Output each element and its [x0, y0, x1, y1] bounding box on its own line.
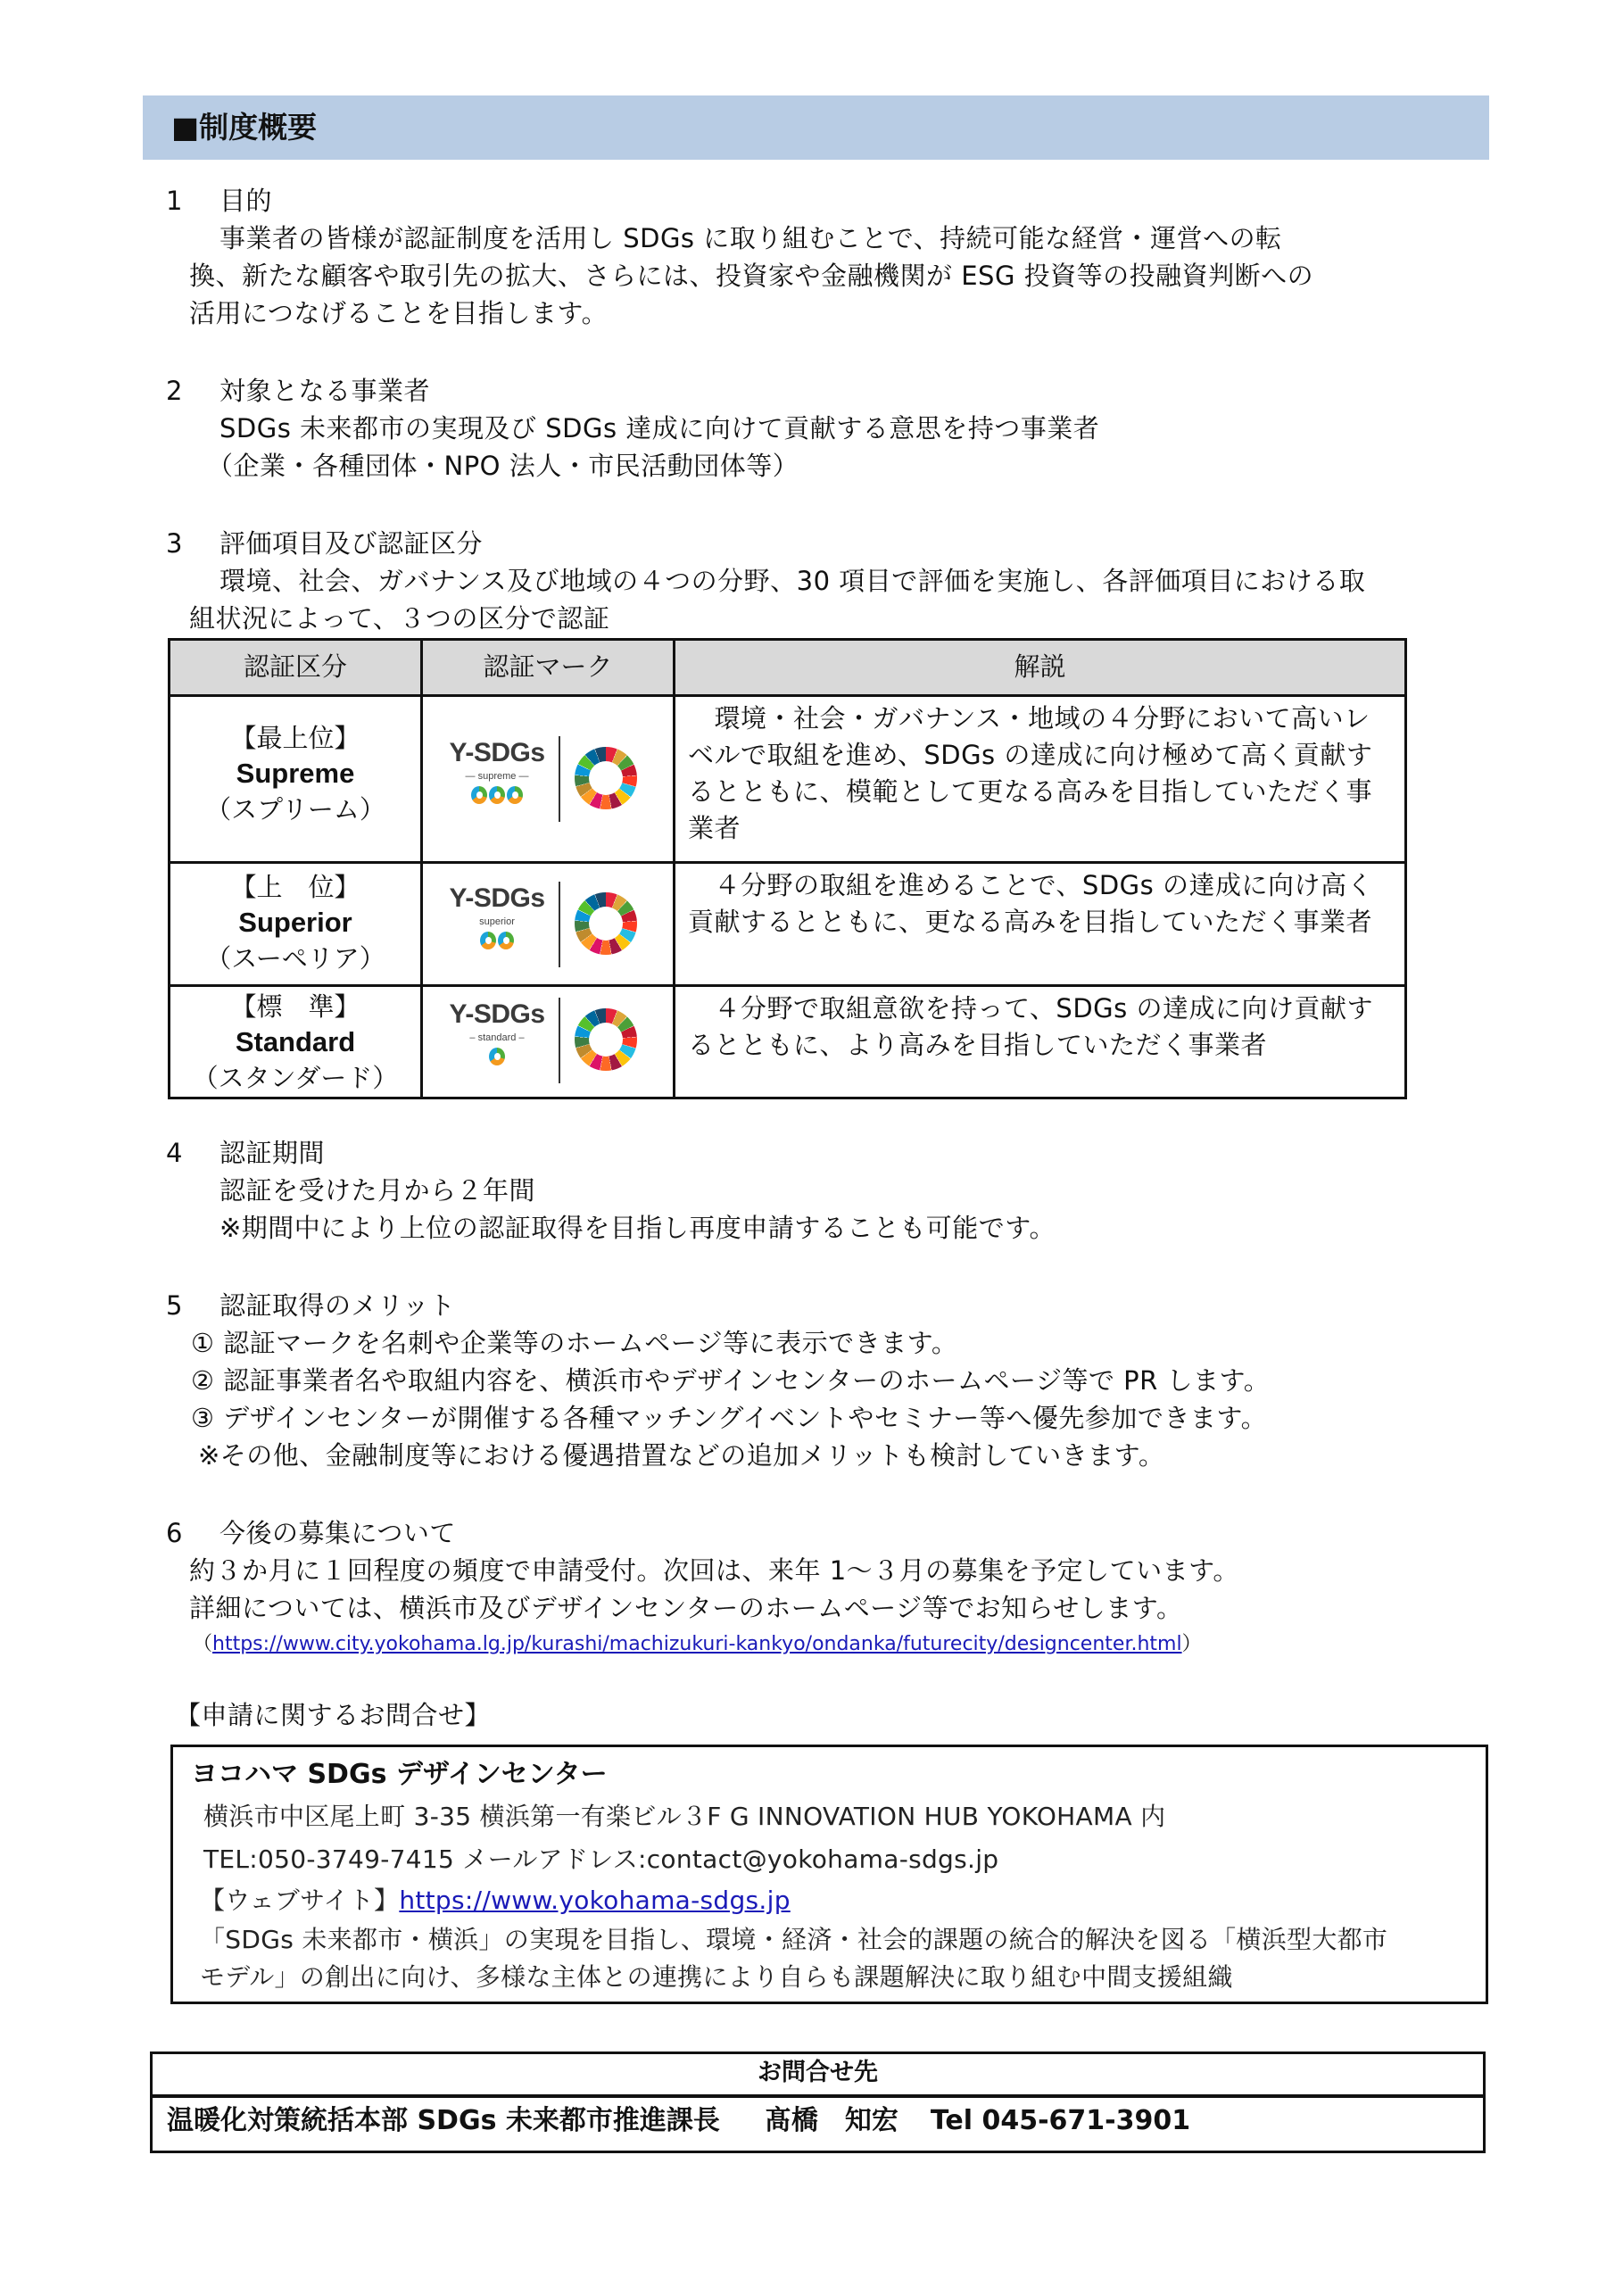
section-3-line: 環境、社会、ガバナンス及び地域の４つの分野、30 項目で評価を実施し、各評価項目における取 — [219, 566, 1366, 596]
grade-name-kana: （スプリーム） — [205, 794, 385, 825]
section-6-line: 詳細については、横浜市及びデザインセンターのホームページ等でお知らせします。 — [189, 1593, 1183, 1623]
grade-rank: 【最上位】 — [230, 723, 360, 753]
grade-name-kana: （スタンダード） — [192, 1063, 399, 1093]
section-4-number: 4 — [166, 1138, 183, 1168]
drop-icon — [480, 932, 496, 949]
logo-divider — [559, 736, 560, 822]
inquiry-footer-box — [150, 2051, 1486, 2153]
designcenter-link-line — [193, 1629, 1202, 1660]
drop-icon — [498, 932, 514, 949]
link-open-paren: （ — [193, 1633, 213, 1655]
website-link[interactable]: https://www.yokohama-sdgs.jp — [399, 1886, 791, 1915]
section-5-title: 認証取得のメリット — [219, 1290, 456, 1321]
section-5-number: 5 — [166, 1290, 183, 1321]
sdgs-wheel-icon — [575, 1008, 637, 1071]
mark-cell — [423, 987, 675, 1099]
y-sdgs-standard-logo — [448, 999, 653, 1098]
grade-name-en: Superior — [238, 907, 352, 938]
logo-divider — [559, 882, 560, 967]
certification-table — [168, 638, 1407, 1099]
grade-rank: 【上 位】 — [230, 872, 360, 902]
mark-cell — [423, 697, 675, 861]
grade-description: 環境・社会・ガバナンス・地域の４分野において高いレベルで取組を進め、SDGs の達成に向け極めて高く貢献するとともに、模範として更なる高みを目指していただく事業者 — [688, 703, 1373, 843]
section-5-note: ※その他、金融制度等における優遇措置などの追加メリットも検討していきます。 — [198, 1440, 1165, 1471]
y-sdgs-superior-logo — [448, 883, 653, 982]
inquiry-footer-contact — [167, 2101, 1190, 2142]
section-1-title: 目的 — [219, 186, 273, 216]
contact-box — [170, 1745, 1488, 2004]
section-6-number: 6 — [166, 1518, 183, 1548]
logo-divider — [559, 998, 560, 1083]
table-header-row — [170, 641, 1404, 697]
inquiry-footer-title: お問合せ先 — [153, 2054, 1483, 2098]
org-tel-email: TEL:050-3749-7415 メールアドレス:contact@yokohama-sdgs.jp — [203, 1844, 999, 1874]
table-row — [170, 987, 1404, 1099]
section-6-title: 今後の募集について — [219, 1518, 456, 1548]
logo-brand-text: Y-SDGs — [449, 999, 545, 1029]
grade-name-en: Standard — [235, 1026, 356, 1057]
link-close-paren: ） — [1181, 1633, 1202, 1655]
description-cell — [675, 987, 1404, 1099]
section-2-line: SDGs 未来都市の実現及び SDGs 達成に向けて貢献する意思を持つ事業者 — [219, 413, 1100, 443]
sdgs-wheel-icon — [575, 747, 637, 809]
section-2-number: 2 — [166, 376, 183, 406]
section-2-title: 対象となる事業者 — [219, 376, 431, 406]
application-inquiry-heading: 【申請に関するお問合せ】 — [175, 1700, 492, 1730]
grade-description: ４分野の取組を進めることで、SDGs の達成に向け高く貢献するとともに、更なる高みを目指していただく事業者 — [688, 870, 1373, 937]
section-3-line: 組状況によって、３つの区分で認証 — [189, 603, 610, 634]
description-cell — [675, 697, 1404, 861]
section-1-number: 1 — [166, 186, 183, 216]
org-website — [200, 1883, 791, 1919]
table-header-category: 認証区分 — [170, 641, 423, 694]
grade-name-kana: （スーペリア） — [205, 943, 385, 974]
section-4-line: 認証を受けた月から２年間 — [219, 1175, 536, 1206]
table-header-description: 解説 — [1014, 651, 1066, 682]
section-1-line: 事業者の皆様が認証制度を活用し SDGs に取り組むことで、持続可能な経営・運営への転 — [219, 223, 1282, 253]
sdgs-wheel-icon — [575, 892, 637, 955]
section-2-line: （企業・各種団体・NPO 法人・市民活動団体等） — [207, 451, 799, 481]
footer-person: 髙橋 知宏 — [764, 2105, 898, 2136]
y-sdgs-supreme-logo — [448, 738, 653, 836]
section-6-line: 約３か月に１回程度の頻度で申請受付。次回は、来年 1～３月の募集を予定しています。 — [189, 1555, 1239, 1586]
section-5-line: ② 認証事業者名や取組内容を、横浜市やデザインセンターのホームページ等で PR します。 — [191, 1365, 1271, 1396]
logo-drops — [448, 786, 546, 808]
section-header-bar — [143, 95, 1489, 160]
drop-icon — [489, 1048, 505, 1065]
logo-brand-text: Y-SDGs — [449, 738, 545, 767]
footer-department: 温暖化対策統括本部 SDGs 未来都市推進課長 — [167, 2105, 720, 2136]
grade-name-en: Supreme — [236, 758, 355, 789]
org-address: 横浜市中区尾上町 3-35 横浜第一有楽ビル３F G INNOVATION HUB YOKOHAMA 内 — [203, 1802, 1166, 1831]
section-1-line: 活用につなげることを目指します。 — [189, 298, 609, 328]
logo-drops — [448, 1048, 546, 1069]
org-description-line: 「SDGs 未来都市・横浜」の実現を目指し、環境・経済・社会的課題の統合的解決を図る「横浜型大都市 — [200, 1925, 1388, 1954]
logo-brand-text: Y-SDGs — [449, 883, 545, 913]
section-4-title: 認証期間 — [219, 1138, 326, 1168]
section-1-line: 換、新たな顧客や取引先の拡大、さらには、投資家や金融機関が ESG 投資等の投融資判断への — [189, 261, 1314, 291]
section-header-title: ■制度概要 — [171, 110, 318, 145]
drop-icon — [471, 786, 487, 804]
section-3-number: 3 — [166, 528, 183, 559]
org-name: ヨコハマ SDGs デザインセンター — [191, 1759, 608, 1790]
table-header-mark: 認証マーク — [423, 641, 675, 694]
section-4-line: ※期間中により上位の認証取得を目指し再度申請することも可能です。 — [219, 1213, 1056, 1243]
drop-icon — [507, 786, 523, 804]
section-3-title: 評価項目及び認証区分 — [219, 528, 484, 559]
section-5-line: ③ デザインセンターが開催する各種マッチングイベントやセミナー等へ優先参加できます。 — [191, 1403, 1268, 1433]
grade-rank: 【標 準】 — [230, 991, 360, 1022]
table-row — [170, 697, 1404, 864]
table-row — [170, 864, 1404, 987]
designcenter-page-link[interactable]: https://www.city.yokohama.lg.jp/kurashi/machizukuri-kankyo/ondanka/futurecity/designcenter.html — [212, 1633, 1182, 1655]
description-cell — [675, 864, 1404, 984]
org-description-line: モデル」の創出に向け、多様な主体との連携により自らも課題解決に取り組む中間支援組織 — [200, 1962, 1233, 1992]
section-5-line: ① 認証マークを名刺や企業等のホームページ等に表示できます。 — [191, 1328, 958, 1358]
website-label: 【ウェブサイト】 — [200, 1886, 400, 1915]
grade-cell — [170, 864, 423, 984]
grade-description: ４分野で取組意欲を持って、SDGs の達成に向け貢献するとともに、より高みを目指していただく事業者 — [688, 993, 1373, 1060]
drop-icon — [489, 786, 505, 804]
mark-cell — [423, 864, 675, 984]
logo-grade-text: superior — [479, 916, 515, 927]
logo-grade-text: – standard – — [469, 1032, 525, 1043]
footer-tel: Tel 045-671-3901 — [930, 2105, 1191, 2136]
grade-cell — [170, 697, 423, 861]
grade-cell — [170, 987, 423, 1099]
logo-grade-text: — supreme — — [465, 771, 529, 782]
logo-drops — [448, 932, 546, 953]
